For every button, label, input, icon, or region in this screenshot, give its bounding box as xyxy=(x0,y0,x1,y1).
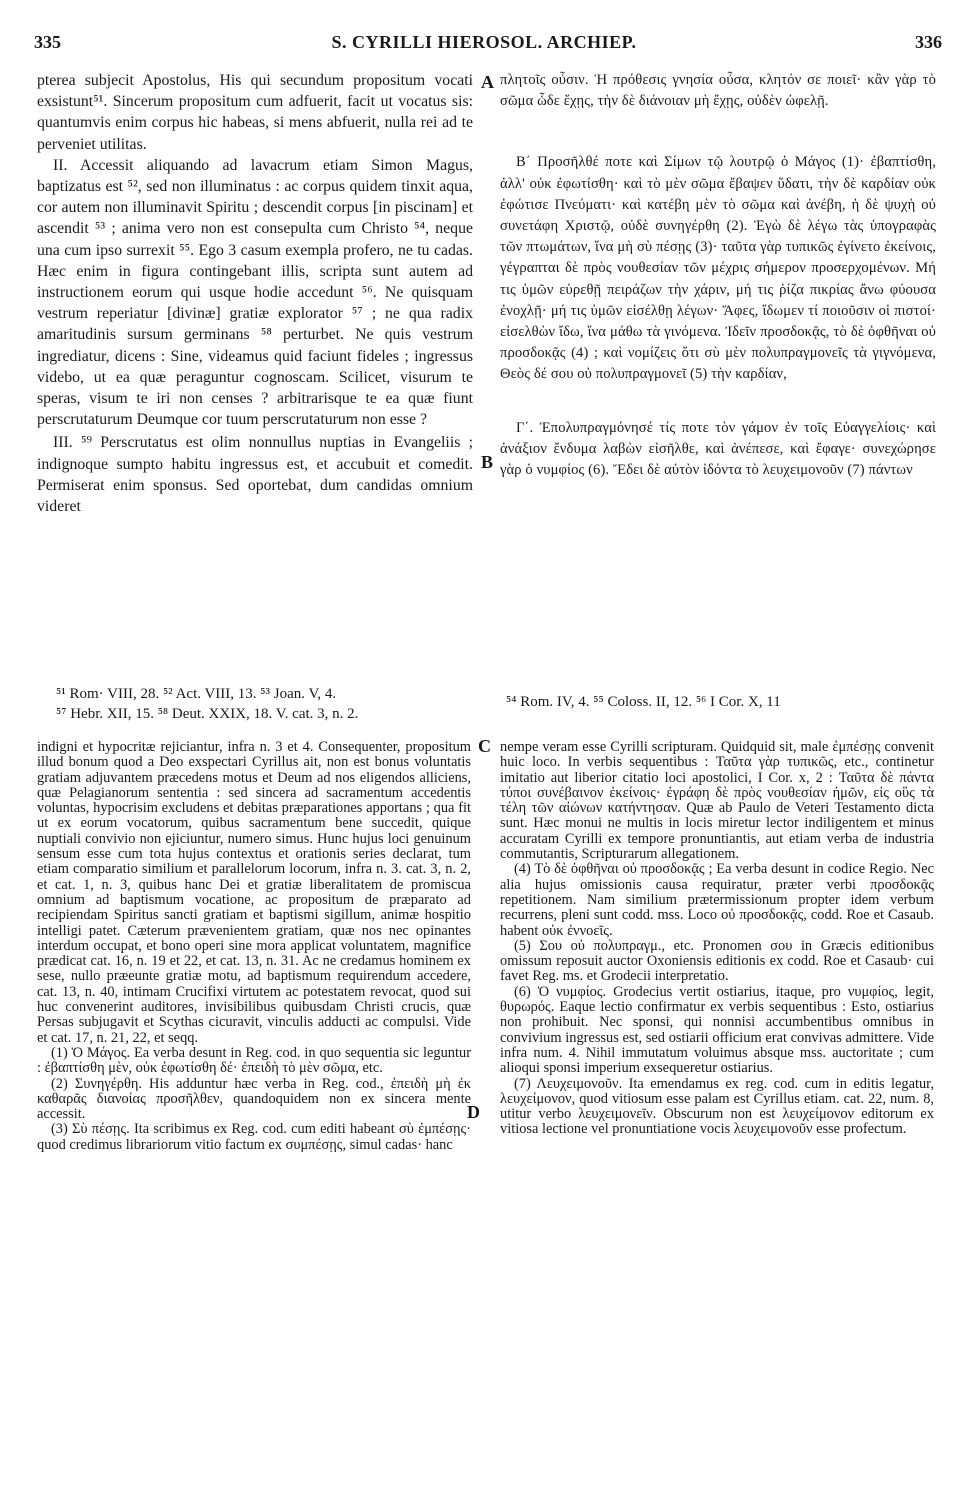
latin-paragraph-1: pterea subjecit Apostolus, His qui secundum propositum vocati exsistunt⁵¹. Sincerum propositum cum adfuerit, facit ut vocatus sis: quantumvis enim corpus hic habeas, si mens abfuerit, nulla rei ad te perveniet utilitas. xyxy=(37,72,473,153)
running-title: S. CYRILLI HIEROSOL. ARCHIEP. xyxy=(331,32,637,52)
notes-left-column xyxy=(37,740,471,1153)
notes-right-column xyxy=(500,740,934,1138)
page-header xyxy=(26,32,942,56)
greek-paragraph-3: Γ΄. Ἐπολυπραγμόνησέ τίς ποτε τὸν γάμον ἐν τοῖς Εὐαγγελίοις· καὶ ἀνάξιον ἔνδυμα λαβὼν εἰσῆλθε, καὶ ἀνέπεσε, καὶ ἔφαγε· συνεχώρησε γὰρ ὁ νυμφίος (6). Ἔδει δὲ αὐτὸν ἰδόντα τὸ λευχειμονοῦν (7) πάντων xyxy=(500,419,936,479)
reference-line-2: ⁵⁷ Hebr. XII, 15. ⁵⁸ Deut. XXIX, 18. V. cat. 3, n. 2. xyxy=(56,706,359,722)
note-1: (1) Ὁ Μάγος. Ea verba desunt in Reg. cod. in quo sequentia sic leguntur : ἐβαπτίσθη μὲν, οὐκ ἐφωτίσθη δέ· ἐπειδὴ τὸ μὲν σῶμα, etc. xyxy=(37,1044,471,1077)
reference-line-1b: ⁵⁴ Rom. IV, 4. ⁵⁵ Coloss. II, 12. ⁵⁶ I Cor. X, 11 xyxy=(506,694,781,710)
latin-paragraph-2: II. Accessit aliquando ad lavacrum etiam Simon Magus, baptizatus est ⁵², sed non illuminatus : ac corpus quidem tinxit aqua, cor autem non illuminavit Spiritu ; descendit corpus [in piscinam] et ascendit ⁵³ ; anima vero non est consepulta cum Christo ⁵⁴, neque una cum ipso surrexit ⁵⁵. Ego 3 casum exempla profero, ne tu cadas. Hæc enim in figura contingebant illis, scripta sunt autem ad instructionem eorum qui usque hodie accedunt ⁵⁶. Ne quisquam vestrum reperiatur [divinæ] gratiæ explorator ⁵⁷ ; ne qua radix amaritudinis sursum germinans ⁵⁸ perturbet. Ne quis vestrum ingrediatur, dicens : Sine, videamus quid faciunt fideles ; ingressus videbo, ut ea quæ peraguntur cognoscam. Scilicet, visurum te speras, visum te iri non censes ? arbitrarisque te ea quæ fiunt perscrutaturum Deumque cor tuum perscrutaturum non esse ? xyxy=(37,156,473,429)
margin-marker-b: B xyxy=(481,452,494,472)
greek-column xyxy=(500,70,936,481)
note-continuation: indigni et hypocritæ rejiciantur, infra n. 3 et 4. Consequenter, propositum illud bonum quod a Deo exspectari Cyrillus ait, non est bonus voluntatis gratiam adjuvantem præcedens motus et Deum ad nos eligendos alliciens, quæ Pelagianorum sententia : sed sincera ad sacramentum accedentis voluntas, hypocrisim excludens et debitas præparationes apportans ; qua fit ut ex eorum vocatorum, quibus sacramentum bene succedit, quique nuptiali convivio non ejiciuntur, numero simus. Hunc hujus loci genuinum sensum esse cum tota hujus contextus et orationis series declarat, tum etiam comparatio similium et parallelorum locorum, infra n. 3. cat. 3, n. 2, et cat. 1, n. 3, quibus hanc Dei et gratiæ liberalitatem de promiscua omnium ad baptismum vocatione, ac propositum de præparato ad recipiendam Spiritus sancti gratiam et baptismi sigillum, animæ hospitio intelligi patet. Cæterum prævenientem gratiam, quæ nos nec opinantes interdum occupat, et bono operi sine mora applicat voluntatem, magnifice prædicat cat. 16, n. 19 et 22, et cat. 13, n. 31. Ac ne credamus hominem ex sese, nullo præeunte gratiæ motu, ad baptismum requirendum accedere, cat. 13, n. 40, intimam Crucifixi virtutem ac potestatem revocat, quod sui huc convenerint auditores, invisibilibus quibusdam Christi crucis, quæ Persas subjugavit et Scythas cicuravit, vinculis adducti ac compulsi. Vide et cat. 17, n. 21, 22, et seqq. xyxy=(37,739,471,1046)
greek-paragraph-1: πλητοῖς οὖσιν. Ἡ πρόθεσις γνησία οὖσα, κλητόν σε ποιεῖ· κἂν γὰρ τὸ σῶμα ὧδε ἔχῃς, τὴν δὲ διάνοιαν μὴ ἔχῃς, οὐδὲν ὠφελῇ. xyxy=(500,72,936,110)
note-6: (6) Ὁ νυμφίος. Grodecius vertit ostiarius, itaque, pro νυμφίος, legit, θυρωρός. Eaque lectio confirmatur ex verbis sequentibus : Esto, ostiarius non prohibuit. Nec sponsi, qui nonnisi accumbentibus omnibus in convivium ingressus est, sed ostiarii officium erat convivas admittere. Vide infra num. 4. Nihil immutatum voluimus absque mss. auctoritate ; cum alioqui sponsi imperium exsequeretur ostiarius. xyxy=(500,983,934,1077)
right-page-number: 336 xyxy=(915,32,942,52)
note-5: (5) Σου οὐ πολυπραγμ., etc. Pronomen σου in Græcis editionibus omissum reposuit auctor Oxoniensis editionis ex codd. Roe et Casaub· cui favet Reg. ms. et Grodecii interpretatio. xyxy=(500,937,934,985)
reference-line-1: ⁵¹ Rom· VIII, 28. ⁵² Act. VIII, 13. ⁵³ Joan. V, 4. xyxy=(56,686,337,702)
note-2: (2) Συνηγέρθη. His adduntur hæc verba in Reg. cod., ἐπειδὴ μὴ ἐκ καθαρᾶς διανοίας προσῆλθεν, quandoquidem non ex sincera mente accessit. xyxy=(37,1075,471,1123)
note-3: (3) Σὺ πέσῃς. Ita scribimus ex Reg. cod. cum editi habeant σὺ ἐμπέσῃς· quod credimus librariorum vitio factum ex συμπέσῃς, simul cadas· hanc xyxy=(37,1121,471,1153)
note-4: (4) Τὸ δὲ ὀφθῆναι οὐ προσδοκᾷς ; Ea verba desunt in codice Regio. Nec alia hujus omissionis causa requiratur, præter verbi προσδοκᾷς repetitionem. Nam similium prætermissionum propter idem verbum recurrens, pleni sunt codd. mss. Loco οὐ προσδοκᾷς, codd. Roe et Casaub. habent οὐκ ἐννοεῖς. xyxy=(500,861,934,939)
margin-marker-d: D xyxy=(467,1102,480,1122)
note-3-continuation: nempe veram esse Cyrilli scripturam. Quidquid sit, male ἐμπέσῃς convenit huic loco. In verbis sequentibus : Ταῦτα γὰρ τυπικῶς, etc., continetur imitatio aut liberior citatio loci apostolici, I Cor. x, 2 : Ταῦτα δὲ πάντα τύποι συνέβαινον ἐκείνοις· ἐγράφη δὲ πρὸς νουθεσίαν ἡμῶν, εἰς οὓς τὰ τέλη τῶν αἰώνων κατήντησαν. Quæ ab Paulo de Veteri Testamento dicta sunt. Hæc monui ne multis in locis miretur lector indiligentem et minus accuratam Cyrilli ex tempore pronuntiantis, aut etiam verba de industria commutantis, Scripturarum allegationem. xyxy=(500,739,934,863)
latin-column xyxy=(37,70,473,517)
margin-marker-c: C xyxy=(478,736,491,756)
left-page-number: 335 xyxy=(34,32,61,52)
note-7: (7) Λευχειμονοῦν. Ita emendamus ex reg. cod. cum in editis legatur, λευχείμονον, quod vitiosum esse palam est Cyrillus etiam. cat. 22, num. 8, utitur verbo λευχειμονεῖν. Obscurum non est λευχείμονον editorum ex vitiosa lectione vel pronuntiatione vocis λευχειμονοῦν esse profectum. xyxy=(500,1075,934,1138)
greek-paragraph-2: Β΄ Προσῆλθέ ποτε καὶ Σίμων τῷ λουτρῷ ὁ Μάγος (1)· ἐβαπτίσθη, ἀλλ' οὐκ ἐφωτίσθη· καὶ τὸ μὲν σῶμα ἔβαψεν ὕδατι, τὴν δὲ καρδίαν οὐκ ἐφώτισε Πνεύματι· καὶ κατέβη μὲν τὸ σῶμα καὶ ἀνέβη, ἡ δὲ ψυχὴ οὐ συνετάφη Χριστῷ, οὐδὲ συνηγέρθη (2). Ἐγὼ δὲ λέγω τὰς ὑπογραφὰς τῶν πτωμάτων, ἵνα μὴ σὺ πέσῃς (3)· ταῦτα γὰρ τυπικῶς ἐγίνετο ἐκείνοις, γέγραπται δὲ πρὸς νουθεσίαν τῶν μέχρις σήμερον προσερχομένων. Μή τις ὑμῶν εὑρεθῇ πειράζων τὴν χάριν, μή τις ῥίζα πικρίας ἄνω φύουσα ἐνοχλῇ· μή τις ὑμῶν εἰσέλθῃ λέγων· Ἄφες, ἴδωμεν τί ποιοῦσιν οἱ πιστοί· εἰσελθὼν ἴδω, ἵνα μάθω τὰ γινόμενα. Ἰδεῖν προσδοκᾷς, τὸ δὲ ὀφθῆναι οὐ προσδοκᾷς (4) ; καὶ νομίζεις ὅτι σὺ μὲν πολυπραγμονεῖς τὰ γιγνόμενα, Θεὸς δέ σου οὐ πολυπραγμονεῖ (5) τὴν καρδίαν, xyxy=(500,154,936,383)
latin-paragraph-3: III. ⁵⁹ Perscrutatus est olim nonnullus nuptias in Evangeliis ; indignoque sumpto habitu ingressus est, et accubuit et comedit. Permiserat enim sponsus. Sed oportebat, dum candidas omnium videret xyxy=(37,434,473,516)
margin-marker-a: A xyxy=(481,72,494,92)
